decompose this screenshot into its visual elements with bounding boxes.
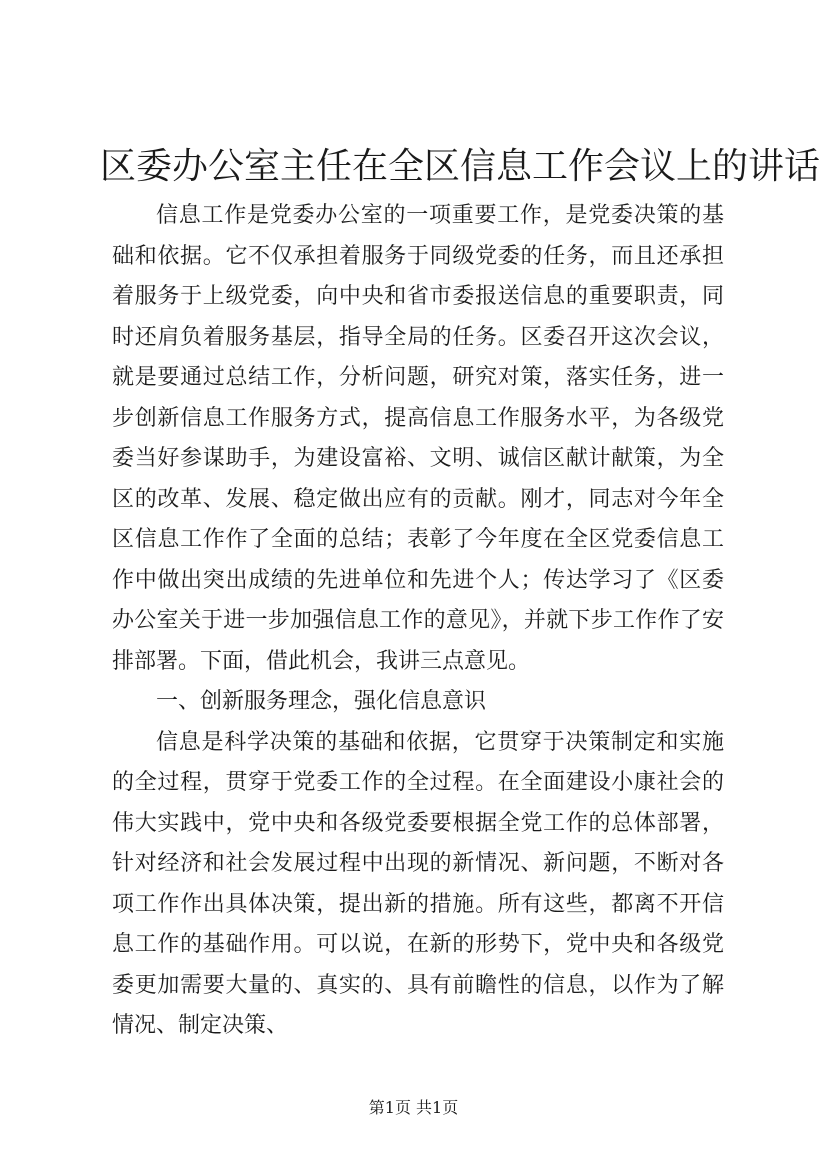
document-title: 区委办公室主任在全区信息工作会议上的讲话: [100, 146, 821, 187]
section-heading-1: 一、创新服务理念，强化信息意识: [156, 689, 487, 714]
paragraph-intro: 信息工作是党委办公室的一项重要工作，是党委决策的基础和依据。它不仅承担着服务于同级党委的任务，而且还承担着服务于上级党委，向中央和省市委报送信息的重要职责，同时还肩负着服务基层，指导全局的任务。区委召开这次会议，就是要通过总结工作，分析问题，研究对策，落实任务，进一步创新信息工作服务方式，提高信息工作服务水平，为各级党委当好参谋助手，为建设富裕、文明、诚信区献计献策，为全区的改革、发展、稳定做出应有的贡献。刚才，同志对今年全区信息工作作了全面的总结；表彰了今年度在全区党委信息工作中做出突出成绩的先进单位和先进个人；传达学习了《区委办公室关于进一步加强信息工作的意见》，并就下步工作作了安排部署。下面，借此机会，我讲三点意见。: [112, 203, 724, 674]
page-footer: 第1页 共1页: [368, 1098, 459, 1117]
paragraph-section-1: 信息是科学决策的基础和依据，它贯穿于决策制定和实施的全过程，贯穿于党委工作的全过程。在全面建设小康社会的伟大实践中，党中央和各级党委要根据全党工作的总体部署，针对经济和社会发展过程中出现的新情况、新问题，不断对各项工作作出具体决策，提出新的措施。所有这些，都离不开信息工作的基础作用。可以说，在新的形势下，党中央和各级党委更加需要大量的、真实的、具有前瞻性的信息，以作为了解情况、制定决策、: [112, 729, 724, 1038]
document-body: [112, 196, 724, 1047]
